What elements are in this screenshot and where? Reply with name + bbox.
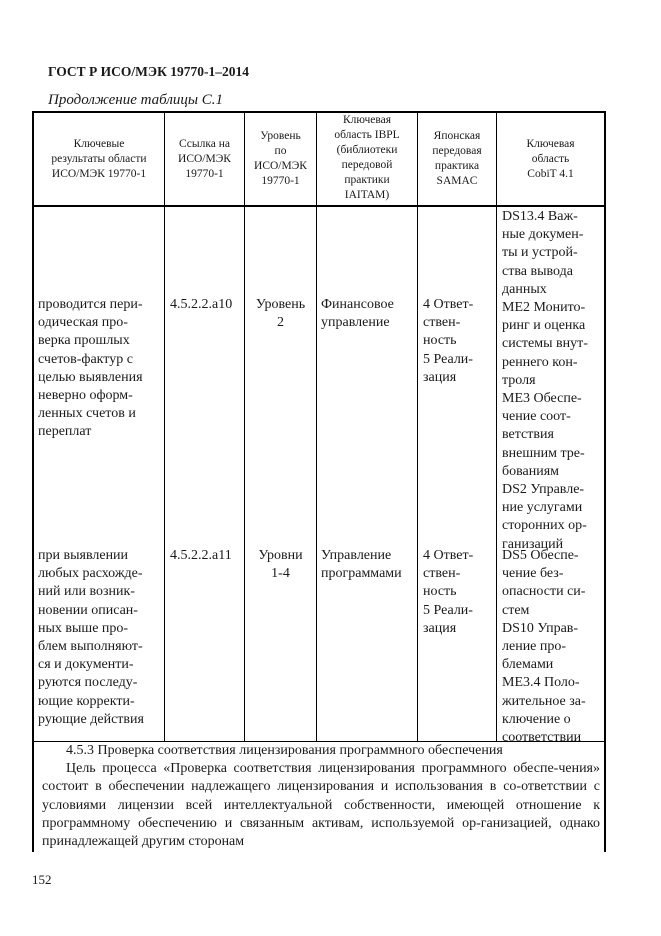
column-divider-4 — [417, 111, 418, 742]
cobit-cell-continued: DS13.4 Важ- ные докумен- ты и устрой- ства вывода данных — [502, 209, 584, 297]
page-number: 152 — [32, 872, 52, 887]
samac-cell-2: 4 Ответ- ствен- ность 5 Реали- зация — [423, 548, 474, 636]
samac-cell-1: 4 Ответ- ствен- ность 5 Реали- зация — [423, 297, 474, 385]
cobit-cell-1: МЕ2 Монито- ринг и оценка системы внут- реннего кон- троля МЕ3 Обеспе- чение соот- ветствия внешним тре- бованиям DS2 Управле- ние услугами сторонних ор- ганизаций — [502, 300, 588, 552]
section-heading: 4.5.3 Проверка соответствия лицензирования программного обеспечения — [66, 743, 503, 758]
level-cell-1: Уровень 2 — [255, 297, 306, 331]
section-block — [42, 742, 600, 851]
cobit-cell-2: DS5 Обеспе- чение без- опасности си- стем DS10 Управ- ление про- блемами МЕ3.4 Поло- жительное за- ключение о соответствии — [502, 548, 586, 746]
ibpl-cell-2: Управление программами — [321, 548, 402, 582]
column-divider-5 — [496, 111, 497, 742]
level-cell-2: Уровни 1-4 — [258, 548, 303, 582]
section-paragraph: Цель процесса «Проверка соответствия лицензирования программного обеспе-чения» состоит в обеспечении надлежащего лицензирования и использования в со-ответствии с условиями лицензии всей интеллектуальной собственности, имеющей отношение к программному обеспечению и связанным активам, используемой ор-ганизацией, однако принадлежащей другим сторонам — [42, 761, 600, 850]
reference-cell-1: 4.5.2.2.а10 — [170, 297, 233, 312]
column-header-samac: Японская передовая практика SAMAC — [432, 130, 482, 187]
result-cell-2: при выявлении любых расхожде- ний или возник- новении описан- ных выше про- блем выполняют- ся и документи- руются последу- ющие корректи- рующие действия — [38, 548, 144, 727]
table-left-border — [32, 111, 34, 852]
column-header-ibpl: Ключевая область IBPL (библиотеки передовой практики IAITAM) — [334, 114, 400, 201]
column-header-level: Уровень по ИСО/МЭК 19770-1 — [254, 130, 307, 187]
column-header-cobit: Ключевая область CobiT 4.1 — [526, 138, 575, 180]
table-right-border — [604, 111, 606, 852]
column-divider-1 — [164, 111, 165, 742]
column-divider-2 — [244, 111, 245, 742]
column-divider-3 — [316, 111, 317, 742]
standard-header: ГОСТ Р ИСО/МЭК 19770-1–2014 — [48, 64, 249, 79]
column-header-reference: Ссылка на ИСО/МЭК 19770-1 — [178, 138, 231, 180]
column-header-results: Ключевые результаты области ИСО/МЭК 19770-1 — [51, 138, 147, 180]
reference-cell-2: 4.5.2.2.а11 — [170, 548, 232, 563]
ibpl-cell-1: Финансовое управление — [321, 297, 394, 331]
table-continuation-caption: Продолжение таблицы С.1 — [48, 92, 224, 108]
result-cell-1: проводится пери- одическая про- верка прошлых счетов-фактур с целью выявления неверно оформ- ленных счетов и переплат — [38, 297, 143, 440]
table-header-bottom-border — [32, 205, 606, 207]
